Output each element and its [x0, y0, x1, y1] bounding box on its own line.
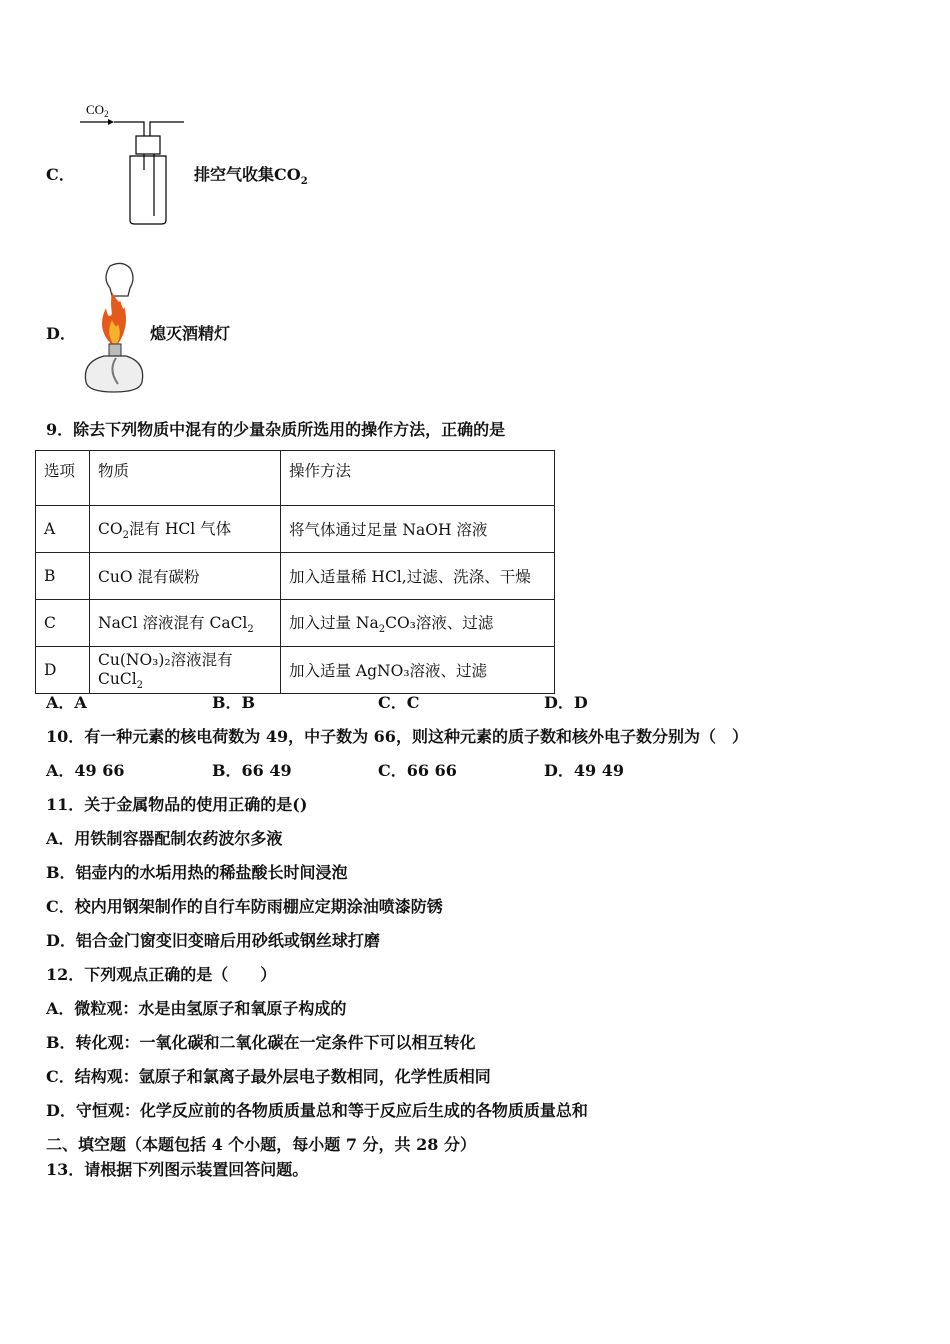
- q13-stem: 13．请根据下列图示装置回答问题。: [46, 1160, 309, 1179]
- table-row: [36, 553, 555, 600]
- choice: B．66 49: [212, 761, 292, 780]
- table-row: [36, 506, 555, 553]
- q9-table: [35, 450, 555, 694]
- choice: C．66 66: [378, 761, 457, 780]
- header-cell: 选项: [36, 451, 90, 506]
- substance-cell: CuO 混有碳粉: [90, 553, 281, 600]
- header-cell: 物质: [90, 451, 281, 506]
- gas-label: $CO_2$: [86, 102, 109, 119]
- q11-stem: 11．关于金属物品的使用正确的是(): [46, 795, 308, 814]
- table-row: [36, 600, 555, 647]
- choice: D．D: [544, 693, 588, 712]
- option-c-caption: 排空气收集$CO_2$: [194, 165, 308, 188]
- option-cell: A: [36, 506, 90, 553]
- q9-stem: 9．除去下列物质中混有的少量杂质所选用的操作方法，正确的是: [46, 420, 506, 439]
- q11-option: D．铝合金门窗变旧变暗后用砂纸或钢丝球打磨: [46, 931, 380, 950]
- method-cell: 加入适量 AgNO₃溶液、过滤: [281, 647, 555, 694]
- section-title: 二、填空题（本题包括 4 个小题，每小题 7 分，共 28 分）: [46, 1135, 476, 1154]
- bottle-body: [130, 156, 166, 224]
- q11-option: A．用铁制容器配制农药波尔多液: [46, 829, 283, 848]
- q9-choices: [46, 693, 710, 713]
- method-cell: 加入过量 $Na_2CO_3$溶液、过滤: [281, 600, 555, 647]
- method-cell: 加入适量稀 HCl,过滤、洗涤、干燥: [281, 553, 555, 600]
- q12-stem: 12．下列观点正确的是（ ）: [46, 965, 277, 984]
- q12-option: C．结构观：氩原子和氯离子最外层电子数相同，化学性质相同: [46, 1067, 491, 1086]
- bottle-stopper: [136, 136, 160, 154]
- option-cell: B: [36, 553, 90, 600]
- substance-cell: Cu(NO₃)₂溶液混有 CuCl$_2$: [90, 647, 281, 694]
- method-cell: 将气体通过足量 NaOH 溶液: [281, 506, 555, 553]
- choice: C．C: [378, 693, 420, 712]
- q10-stem: 10．有一种元素的核电荷数为 49，中子数为 66，则这种元素的质子数和核外电子数分别为（ ）: [46, 727, 748, 746]
- option-cell: D: [36, 647, 90, 694]
- gas-collection-bottle-figure: [78, 98, 190, 228]
- option-cell: C: [36, 600, 90, 647]
- lamp-cap: [106, 263, 133, 296]
- q12-option: B．转化观：一氧化碳和二氧化碳在一定条件下可以相互转化: [46, 1033, 476, 1052]
- gas-arrowhead: [108, 119, 114, 125]
- option-d-letter: D．: [46, 324, 76, 343]
- q12-option: A．微粒观：水是由氢原子和氧原子构成的: [46, 999, 347, 1018]
- choice: A．A: [46, 693, 87, 712]
- choice: D．49 49: [544, 761, 624, 780]
- q10-choices: [46, 761, 710, 781]
- q11-option: C．校内用钢架制作的自行车防雨棚应定期涂油喷漆防锈: [46, 897, 443, 916]
- q12-option: D．守恒观：化学反应前的各物质质量总和等于反应后生成的各物质质量总和: [46, 1101, 588, 1120]
- table-header-row: [36, 451, 555, 506]
- option-d-caption: 熄灭酒精灯: [150, 324, 231, 343]
- substance-cell: $CO_2$混有 HCl 气体: [90, 506, 281, 553]
- option-c-letter: C．: [46, 165, 75, 184]
- table-row: [36, 647, 555, 694]
- choice: B．B: [212, 693, 256, 712]
- substance-cell: NaCl 溶液混有 CaCl$_2$: [90, 600, 281, 647]
- choice: A．49 66: [46, 761, 125, 780]
- alcohol-lamp-figure: [78, 258, 148, 398]
- q11-option: B．铝壶内的水垢用热的稀盐酸长时间浸泡: [46, 863, 348, 882]
- header-cell: 操作方法: [281, 451, 555, 506]
